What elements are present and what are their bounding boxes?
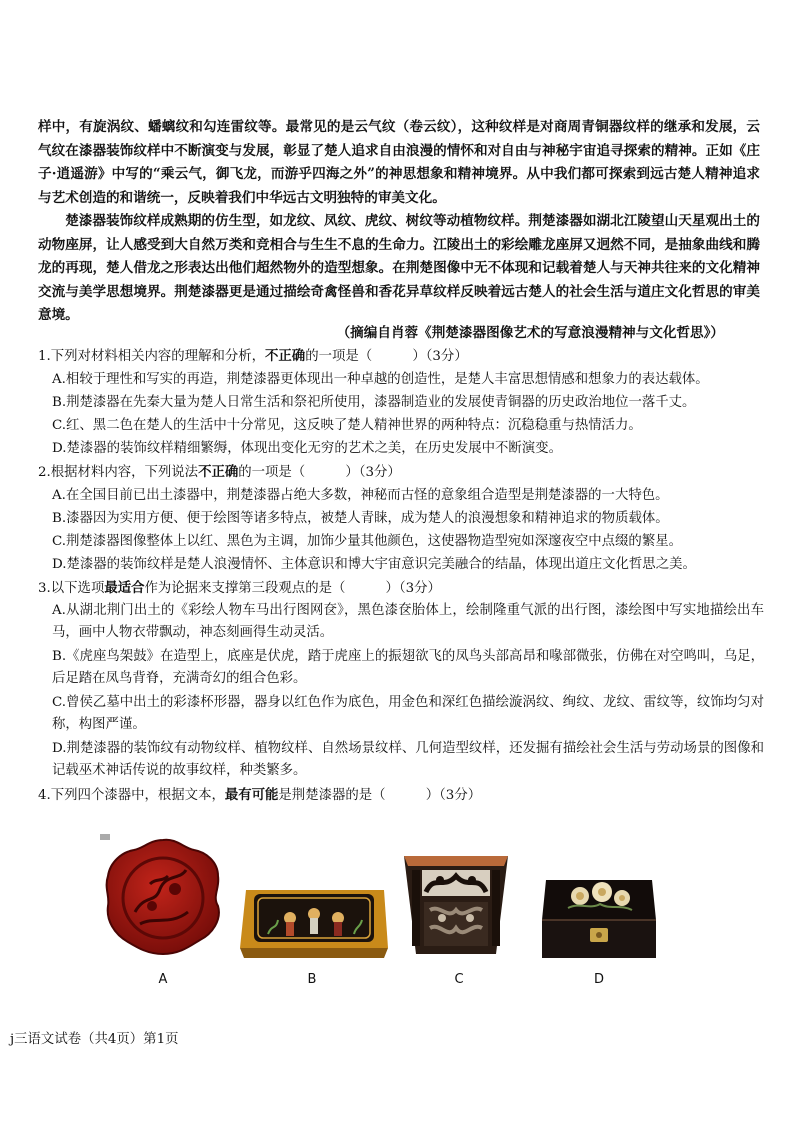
lacquer-tray-image (238, 884, 388, 960)
lacquerware-figures (0, 832, 794, 992)
question-3-option-d[interactable]: D.荆楚漆器的装饰纹有动物纹样、植物纹样、自然场景纹样、几何造型纹样，还发掘有描绘社会生活与劳动场景的图像和记载巫术神话传说的故事纹样，种类繁多。 (52, 741, 764, 778)
question-3-stem: 3.以下选项最适合作为论据来支撑第三段观点的是（ ）（3分） (38, 580, 441, 596)
question-1-option-b[interactable]: B.荆楚漆器在先秦大量为楚人日常生活和祭祀所使用，漆器制造业的发展使青铜器的历史政治地位一落千丈。 (52, 395, 696, 410)
question-1-option-d[interactable]: D.楚漆器的装饰纹样精细繁缛，体现出变化无穷的艺术之美，在历史发展中不断演变。 (52, 441, 562, 456)
question-2-option-b[interactable]: B.漆器因为实用方便、便于绘图等诸多特点，被楚人青睐，成为楚人的浪漫想象和精神追求的物质载体。 (52, 511, 669, 526)
figure-a-label: A (158, 972, 168, 987)
question-1-option-a[interactable]: A.相较于理性和写实的再造，荆楚漆器更体现出一种卓越的创造性，是楚人丰富思想情感和想象力的表达载体。 (52, 372, 709, 387)
passage-paragraph-1: 样中，有旋涡纹、蟠螭纹和勾连雷纹等。最常见的是云气纹（卷云纹），这种纹样是对商周青铜器纹样的继承和发展，云气纹在漆器装饰纹样中不断演变与发展，彰显了楚人追求自由浪漫的情怀和对自由与神秘宇宙追寻探索的精神。正如《庄子·逍遥游》中写的“乘云气，御飞龙，而游乎四海之外”的神思想象和精神境界。从中我们都可探索到远古楚人精神追求与艺术创造的和谐统一，反映着我们中华远古文明独特的审美文化。 (38, 119, 760, 206)
page-footer: j三语文试卷（共4页）第1页 (10, 1032, 179, 1047)
question-4-stem: 4.下列四个漆器中，根据文本，最有可能是荆楚漆器的是（ ）（3分） (38, 787, 482, 803)
passage-paragraph-2: 楚漆器装饰纹样成熟期的仿生型，如龙纹、凤纹、虎纹、树纹等动植物纹样。荆楚漆器如湖北江陵望山天星观出土的动物座屏，让人感受到大自然万类和竞相合与生生不息的生命力。江陵出土的彩绘雕龙座屏又迥然不同，是抽象曲线和腾龙的再现，楚人借龙之形表达出他们超然物外的造型想象。在荆楚图像中无不体现和记载着楚人与天神共往来的文化精神交流与美学思想境界。荆楚漆器更是通过描绘奇禽怪兽和香花异草纹样反映着远古楚人的社会生活与道庄文化哲思的审美意境。 (38, 213, 760, 324)
figure-c-patterned-vessel[interactable] (404, 850, 508, 960)
question-2-option-a[interactable]: A.在全国目前已出土漆器中，荆楚漆器占绝大多数，神秘而古怪的意象组合造型是荆楚漆器的一大特色。 (52, 488, 669, 503)
figure-d-lacquer-jewelry-box[interactable] (540, 876, 658, 962)
question-3-option-a[interactable]: A.从湖北荆门出土的《彩绘人物车马出行图网奁》，黑色漆奁胎体上，绘制隆重气派的出行图，漆绘图中写实地描绘出车马，画中人物衣带飘动，神态刻画得生动灵活。 (52, 603, 764, 640)
question-3-option-b[interactable]: B.《虎座鸟架鼓》在造型上，底座是伏虎，踏于虎座上的振翅欲飞的凤鸟头部高昂和喙部微张，仿佛在对空鸣叫，乌足，后足踏在凤鸟背脊，充满奇幻的组合色彩。 (52, 649, 764, 686)
figure-c-label: C (454, 972, 464, 987)
question-3-option-c[interactable]: C.曾侯乙墓中出土的彩漆杯形器，器身以红色作为底色，用金色和深红色描绘漩涡纹、绚纹、龙纹、雷纹等，纹饰均匀对称，构图严谨。 (52, 695, 764, 732)
passage-source: （摘编自肖蓉《荆楚漆器图像艺术的写意浪漫精神与文化哲思》） (336, 325, 724, 341)
red-lacquer-plate-image (100, 834, 226, 960)
lacquer-box-image (540, 876, 658, 962)
patterned-vessel-image (404, 850, 508, 960)
question-1-stem: 1.下列对材料相关内容的理解和分析，不正确的一项是（ ）（3分） (38, 348, 468, 364)
question-2-stem: 2.根据材料内容，下列说法不正确的一项是（ ）（3分） (38, 464, 401, 480)
figure-d-label: D (593, 972, 604, 987)
question-1-option-c[interactable]: C.红、黑二色在楚人的生活中十分常见，这反映了楚人精神世界的两种特点：沉稳稳重与热情活力。 (52, 418, 642, 433)
question-2-option-d[interactable]: D.楚漆器的装饰纹样是楚人浪漫情怀、主体意识和博大宇宙意识完美融合的结晶，体现出道庄文化哲思之美。 (52, 557, 696, 572)
figure-b-label: B (307, 972, 317, 987)
figure-a-red-lacquer-plate[interactable] (100, 834, 226, 960)
question-2-option-c[interactable]: C.荆楚漆器图像整体上以红、黑色为主调，加饰少量其他颜色，这使器物造型宛如深邃夜空中点缀的繁星。 (52, 534, 682, 549)
figure-b-lacquer-tray[interactable] (238, 884, 388, 960)
